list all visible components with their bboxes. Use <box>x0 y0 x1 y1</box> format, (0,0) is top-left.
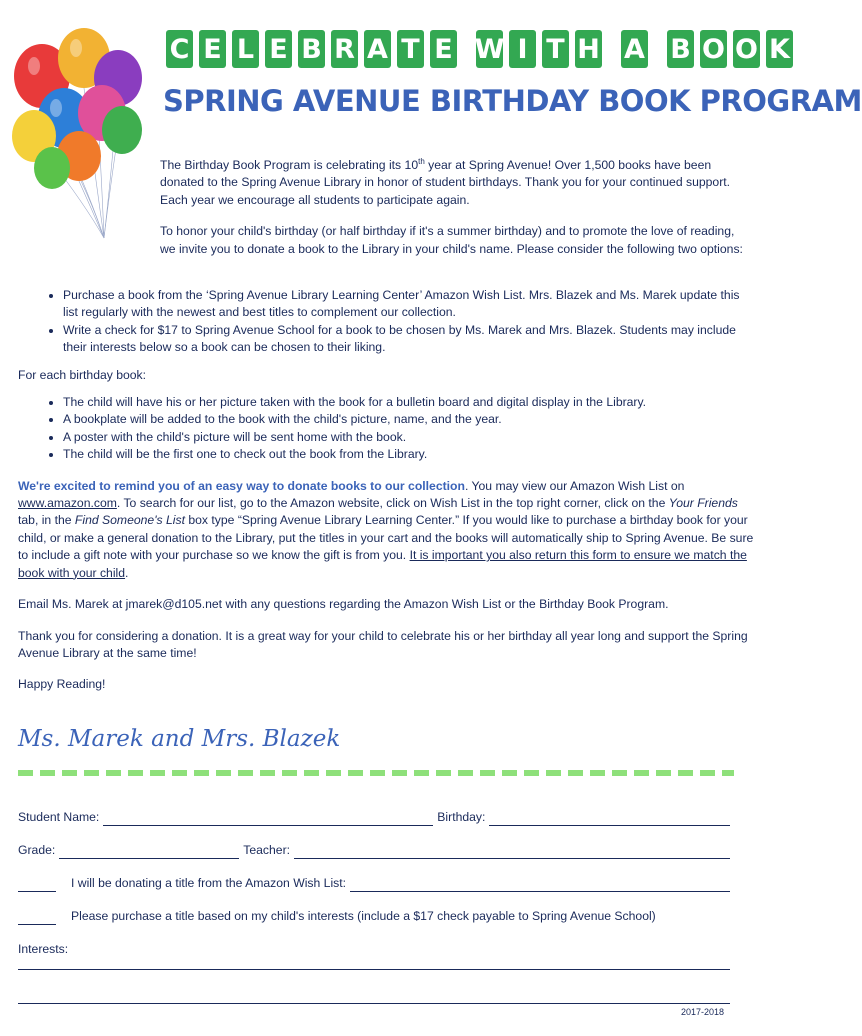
teacher-label: Teacher: <box>243 842 291 857</box>
list-item: • A poster with the child's picture will be sent home with the book. <box>63 429 756 446</box>
title-letter-tile: E <box>430 30 457 68</box>
grade-label: Grade: <box>18 842 56 857</box>
interests-label: Interests: <box>18 941 69 956</box>
main-body <box>18 287 756 708</box>
list-item: • A bookplate will be added to the book with the child's picture, name, and the year. <box>63 411 756 428</box>
title-letter-tile: W <box>476 30 503 68</box>
intro-paragraph-1: The Birthday Book Program is celebrating its 10th year at Spring Avenue! Over 1,500 books have been donated to the Spring Avenue Library in honor of student birthdays. Thank you for your continued support. Each year we encourage all students to participate again. <box>160 157 731 207</box>
intro-paragraph-2: To honor your child's birthday (or half birthday if it's a summer birthday) and to promote the love of reading, we invite you to donate a book to the Library in your child's name. Please consider the following two options: <box>160 224 743 256</box>
student-name-label: Student Name: <box>18 809 100 824</box>
wishlist-check-field[interactable] <box>18 879 56 892</box>
thanks-paragraph: Thank you for considering a donation. It is a great way for your child to celebrate his or her birthday all year long and support the Spring Avenue Library at the same time! <box>18 628 748 660</box>
title-letter-tile: B <box>667 30 694 68</box>
title-letter-tile: A <box>364 30 391 68</box>
title-letter-tile: T <box>542 30 569 68</box>
list-item: • Purchase a book from the ‘Spring Avenue Library Learning Center’ Amazon Wish List. Mrs. Blazek and Ms. Marek update this list regularly with the newest and best titles to complement our collection. <box>63 287 756 322</box>
program-subtitle: SPRING AVENUE BIRTHDAY BOOK PROGRAM <box>163 84 862 118</box>
response-form <box>18 809 730 1036</box>
interests-line-2[interactable] <box>18 1002 730 1004</box>
title-letter-tile: L <box>232 30 259 68</box>
wishlist-title-field[interactable] <box>350 879 730 892</box>
each-book-intro: For each birthday book: <box>18 367 147 382</box>
title-letter-tile: O <box>700 30 727 68</box>
birthday-label: Birthday: <box>437 809 486 824</box>
title-letter-tile: E <box>199 30 226 68</box>
title-letter-tile: O <box>733 30 760 68</box>
balloons-illustration <box>4 18 154 243</box>
title-letter-tile: K <box>766 30 793 68</box>
wishlist-label: I will be donating a title from the Amazon Wish List: <box>71 875 347 890</box>
purchase-label: Please purchase a title based on my child's interests (include a $17 check payable to Spring Avenue School) <box>71 908 656 923</box>
happy-reading: Happy Reading! <box>18 677 106 692</box>
title-gap <box>608 30 615 68</box>
teacher-field[interactable] <box>294 846 730 859</box>
title-letter-tile: H <box>575 30 602 68</box>
title-letter-tile: R <box>331 30 358 68</box>
title-gap <box>654 30 661 68</box>
interests-line-1[interactable] <box>18 968 730 970</box>
amazon-link[interactable]: www.amazon.com <box>18 496 117 511</box>
title-letter-tile: B <box>298 30 325 68</box>
grade-field[interactable] <box>59 846 239 859</box>
title-letter-tile: E <box>265 30 292 68</box>
options-list <box>18 287 756 357</box>
intro-section <box>160 153 750 272</box>
title-gap <box>463 30 470 68</box>
school-year: 2017-2018 <box>680 1007 724 1017</box>
list-item: • The child will have his or her picture taken with the book for a bulletin board and digital display in the Library. <box>63 394 756 411</box>
title-banner <box>166 30 793 68</box>
purchase-check-field[interactable] <box>18 912 56 925</box>
each-book-list <box>18 394 756 464</box>
list-item: • The child will be the first one to check out the book from the Library. <box>63 446 756 463</box>
dashed-divider <box>18 770 734 776</box>
student-name-field[interactable] <box>103 813 433 826</box>
list-item: • Write a check for $17 to Spring Avenue School for a book to be chosen by Ms. Marek and Mrs. Blazek. Students may include their interests below so a book can be chosen to their liking. <box>63 322 756 357</box>
title-letter-tile: C <box>166 30 193 68</box>
title-letter-tile: A <box>621 30 648 68</box>
email-paragraph: Email Ms. Marek at jmarek@d105.net with any questions regarding the Amazon Wish List or the Birthday Book Program. <box>18 597 669 612</box>
donate-paragraph: We're excited to remind you of an easy way to donate books to our collection. You may view our Amazon Wish List on www.amazon.com. To search for our list, go to the Amazon website, click on Wish List in the top right corner, click on the Your Friends tab, in the Find Someone's List box type “Spring Avenue Library Learning Center.” If you would like to purchase a birthday book for your child, or make a general donation to the Library, put the titles in your cart and the books will automatically ship to Spring Avenue. Be sure to include a gift note with your purchase so we know the gift is from you. It is important you also return this form to ensure we match the book with your child. <box>18 478 754 580</box>
title-letter-tile: T <box>397 30 424 68</box>
title-letter-tile: I <box>509 30 536 68</box>
birthday-field[interactable] <box>489 813 730 826</box>
signature: Ms. Marek and Mrs. Blazek <box>18 726 341 752</box>
